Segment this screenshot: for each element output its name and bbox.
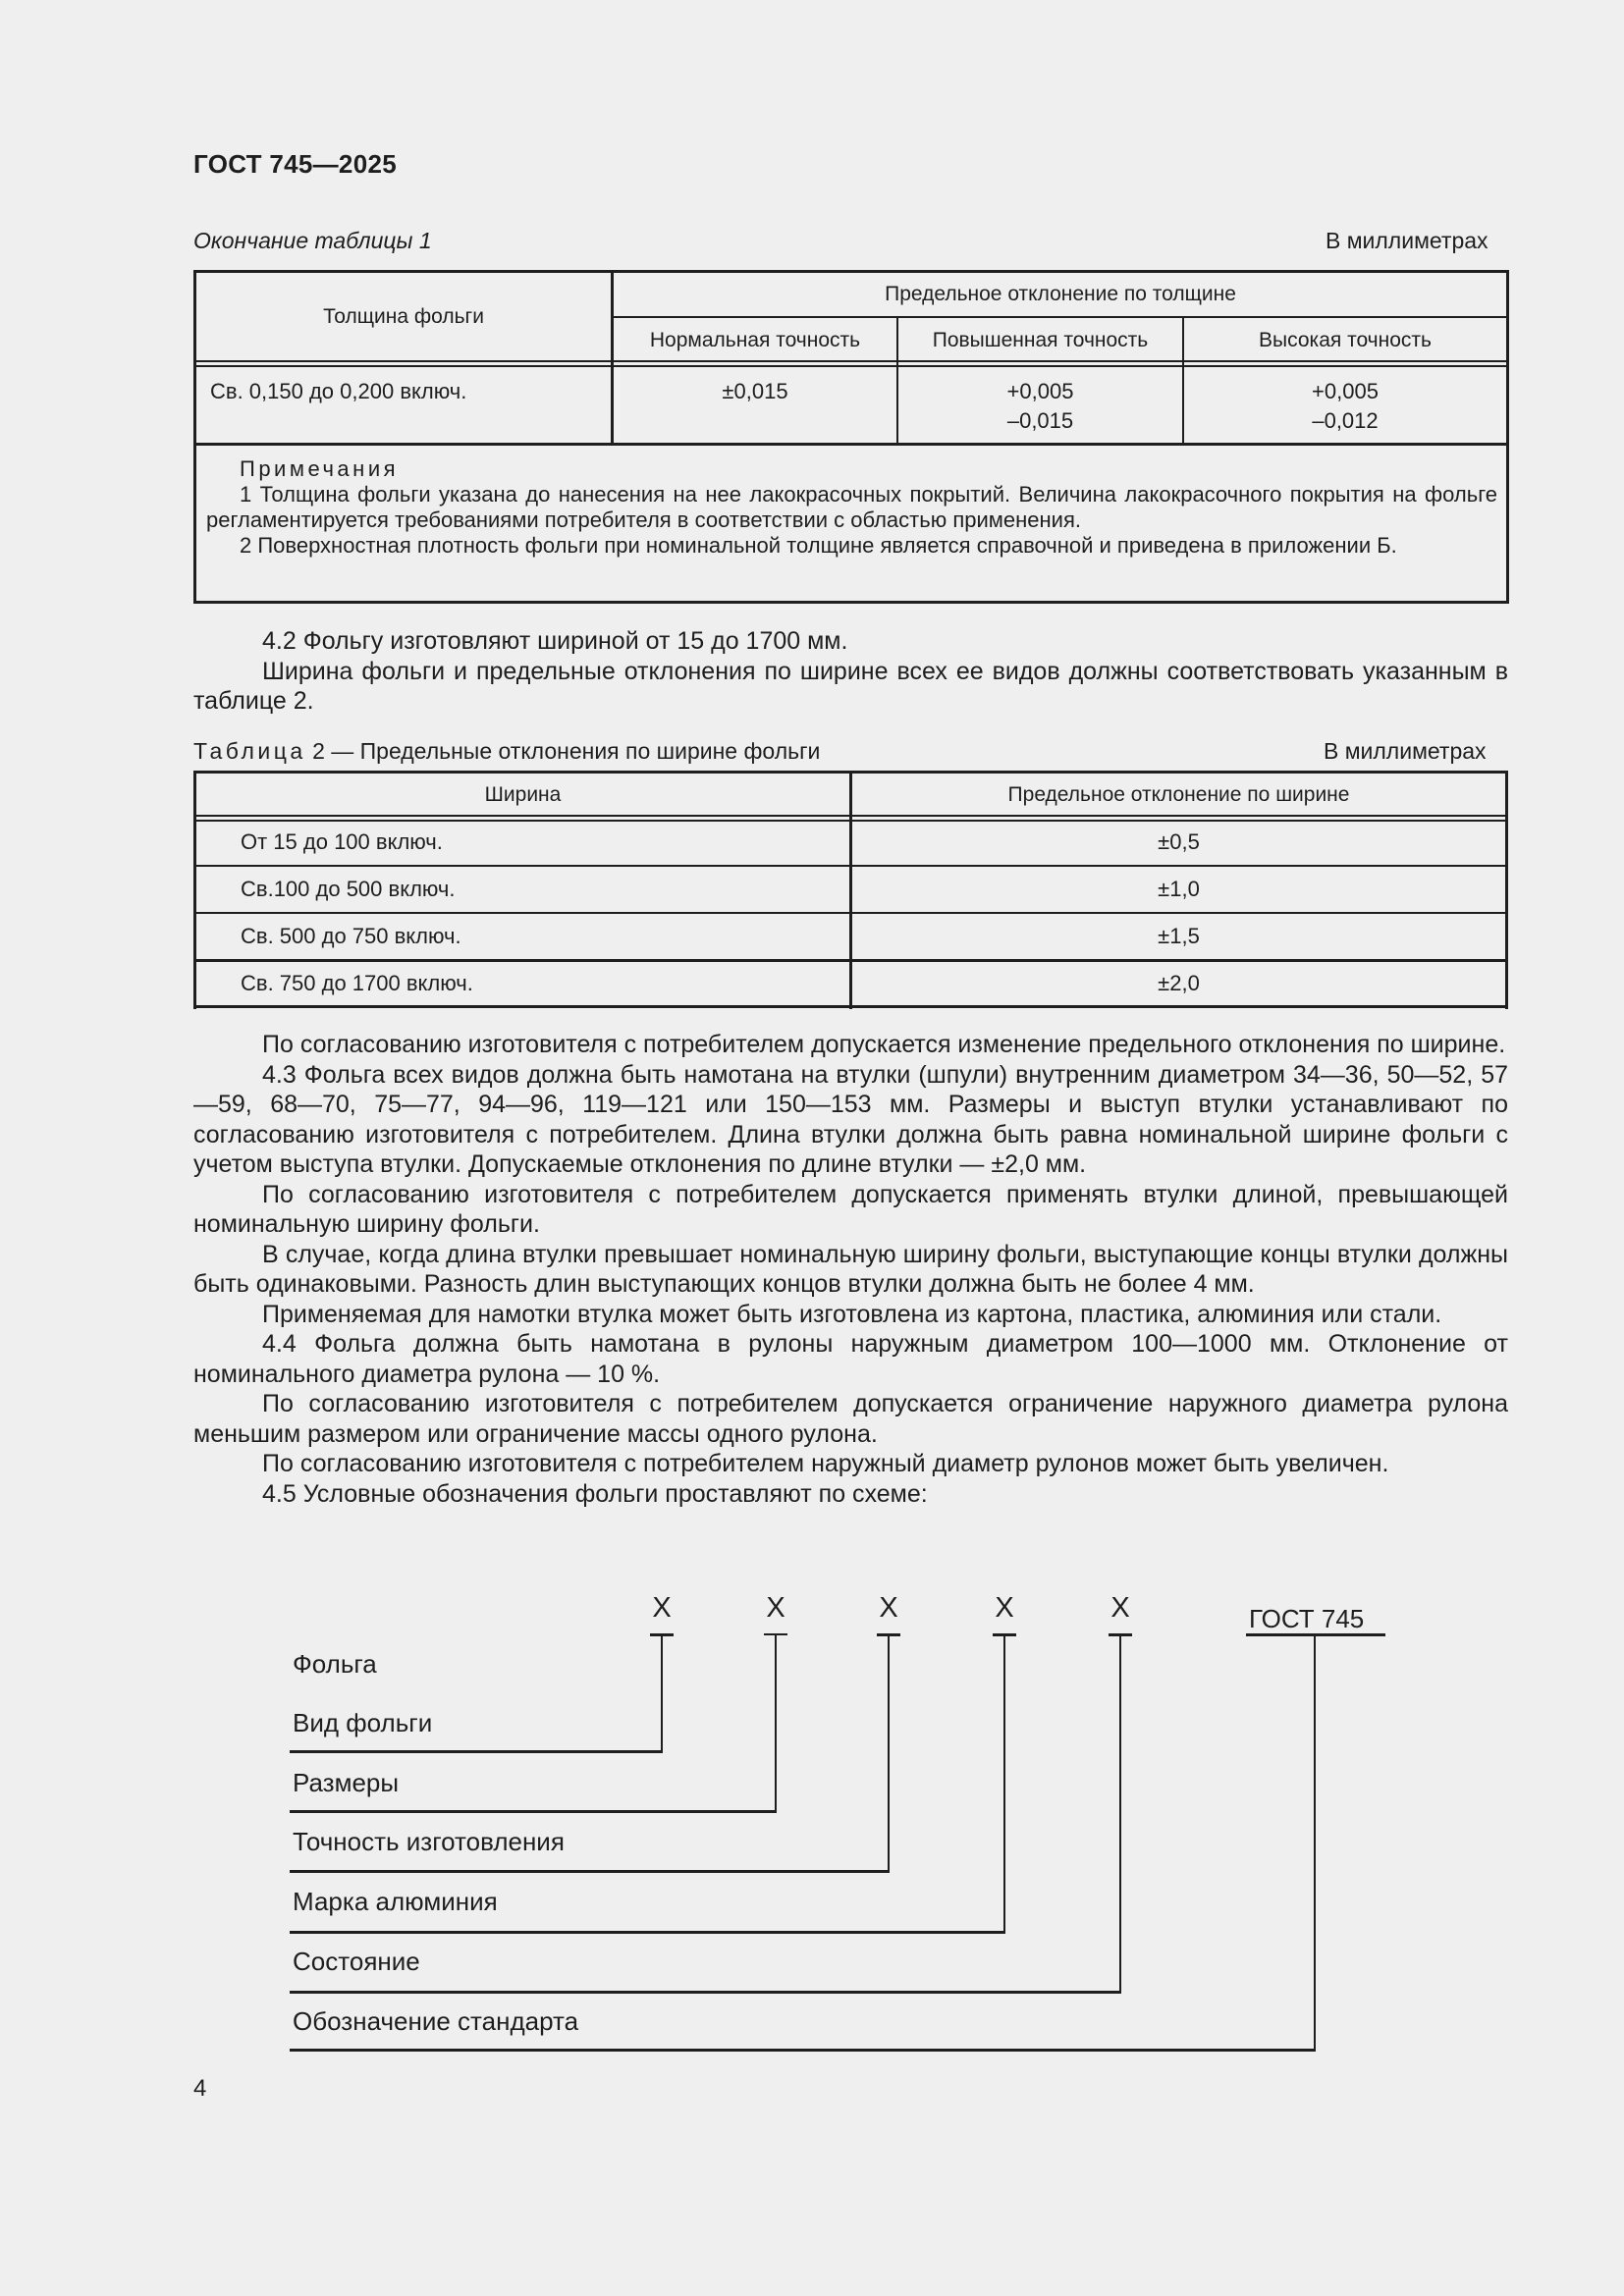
scheme-label-standard: Обозначение стандарта [293, 2006, 579, 2036]
scheme-label-dimensions: Размеры [293, 1768, 400, 1797]
table2-cell-width: Св. 750 до 1700 включ. [241, 971, 473, 995]
paragraph: 4.2 Фольгу изготовляют шириной от 15 до 1700 мм. [262, 627, 848, 655]
page-number: 4 [193, 2075, 207, 2102]
notes-title: Примечания [240, 456, 400, 481]
table2-cell-deviation: ±1,5 [1158, 924, 1200, 948]
scheme-marker: X [1110, 1592, 1130, 1624]
scheme-standard: ГОСТ 745 [1249, 1604, 1365, 1633]
table1-header-thickness: Толщина фольги [323, 305, 484, 328]
table1-caption: Окончание таблицы 1 [193, 228, 432, 253]
scheme-marker: X [879, 1592, 898, 1624]
paragraph: По согласованию изготовителя с потребителем допускается изменение предельного отклонения по ширине. [262, 1031, 1506, 1058]
table1-cell-high-plus: +0,005 [1312, 379, 1379, 403]
paragraph: По согласованию изготовителя с потребителем допускается применять втулки длиной, превышающей номинальную ширину фольги. [193, 1180, 1508, 1238]
table1-units: В миллиметрах [1326, 228, 1489, 253]
section-4-2 [193, 626, 1508, 717]
table1-cell-high-minus: –0,012 [1312, 408, 1379, 433]
table1-cell-increased-minus: –0,015 [1006, 408, 1074, 433]
table1-subheader-increased: Повышенная точность [932, 329, 1149, 351]
note-1: 1 Толщина фольги указана до нанесения на нее лакокрасочных покрытий. Величина лакокрасочного покрытия на фольге регламентируется требованиями потребителя в соответствии с областью применения. [206, 482, 1497, 532]
paragraph: 4.5 Условные обозначения фольги проставляют по схеме: [262, 1479, 928, 1508]
table2-units: В миллиметрах [1324, 738, 1487, 764]
paragraph: По согласованию изготовителя с потребителем допускается ограничение наружного диаметра рулона меньшим размером или ограничение массы одного рулона. [193, 1390, 1508, 1448]
note-2: 2 Поверхностная плотность фольги при номинальной толщине является справочной и приведена в приложении Б. [240, 533, 1397, 558]
paragraph: Применяемая для намотки втулка может быть изготовлена из картона, пластика, алюминия или стали. [262, 1300, 1442, 1328]
paragraph: Ширина фольги и предельные отклонения по ширине всех ее видов должны соответствовать указанным в таблице 2. [193, 657, 1508, 715]
paragraph: 4.3 Фольга всех видов должна быть намотана на втулки (шпули) внутренним диаметром 34—36, 50—52, 57—59, 68—70, 75—77, 94—96, 119—121 или 150—153 мм. Размеры и выступ втулки устанавливают по согласованию изготовителя с потребителем. Длина втулки должна быть равна номинальной ширине фольги с учетом выступа втулки. Допускаемые отклонения по длине втулки — ±2,0 мм. [193, 1060, 1508, 1178]
table2-cell-deviation: ±1,0 [1158, 877, 1200, 901]
table2-cell-width: Св. 500 до 750 включ. [241, 924, 461, 948]
scheme-marker: X [995, 1592, 1014, 1624]
table2-cell-deviation: ±0,5 [1158, 829, 1200, 854]
table2-cell-deviation: ±2,0 [1158, 971, 1200, 995]
table2-caption [193, 738, 820, 765]
table2-header-width: Ширина [484, 783, 562, 806]
table2-cell-width: Св.100 до 500 включ. [241, 877, 456, 901]
paragraph: 4.4 Фольга должна быть намотана в рулоны наружным диаметром 100—1000 мм. Отклонение от номинального диаметра рулона — 10 %. [193, 1330, 1508, 1388]
scheme-label-foil: Фольга [293, 1649, 377, 1679]
scheme-marker: X [652, 1592, 672, 1624]
body-text [193, 1030, 1508, 1509]
table1-cell-increased-plus: +0,005 [1006, 379, 1074, 403]
scheme-label-type: Вид фольги [293, 1708, 433, 1737]
document-header: ГОСТ 745—2025 [193, 149, 397, 179]
table1-notes [206, 456, 1497, 559]
table1-header-group: Предельное отклонение по толщине [885, 283, 1236, 305]
table1-subheader-normal: Нормальная точность [649, 329, 861, 351]
paragraph: По согласованию изготовителя с потребителем наружный диаметр рулонов может быть увеличен. [262, 1450, 1389, 1477]
table1-cell-thickness: Св. 0,150 до 0,200 включ. [210, 379, 467, 403]
scheme-label-temper: Состояние [293, 1947, 420, 1976]
table2-label: Таблица [193, 738, 306, 764]
table2-header-deviation: Предельное отклонение по ширине [1007, 783, 1350, 806]
table1-cell-normal: ±0,015 [722, 379, 788, 403]
table2-cell-width: От 15 до 100 включ. [241, 829, 443, 854]
paragraph: В случае, когда длина втулки превышает номинальную ширину фольги, выступающие концы втулки должны быть одинаковыми. Разность длин выступающих концов втулки должна быть не более 4 мм. [193, 1240, 1508, 1298]
table1-subheader-high: Высокая точность [1259, 329, 1432, 351]
scheme-label-accuracy: Точность изготовления [293, 1827, 565, 1856]
scheme-marker: X [766, 1592, 785, 1624]
table2-title: 2 — Предельные отклонения по ширине фольги [305, 738, 821, 764]
scheme-label-alloy: Марка алюминия [293, 1887, 498, 1916]
